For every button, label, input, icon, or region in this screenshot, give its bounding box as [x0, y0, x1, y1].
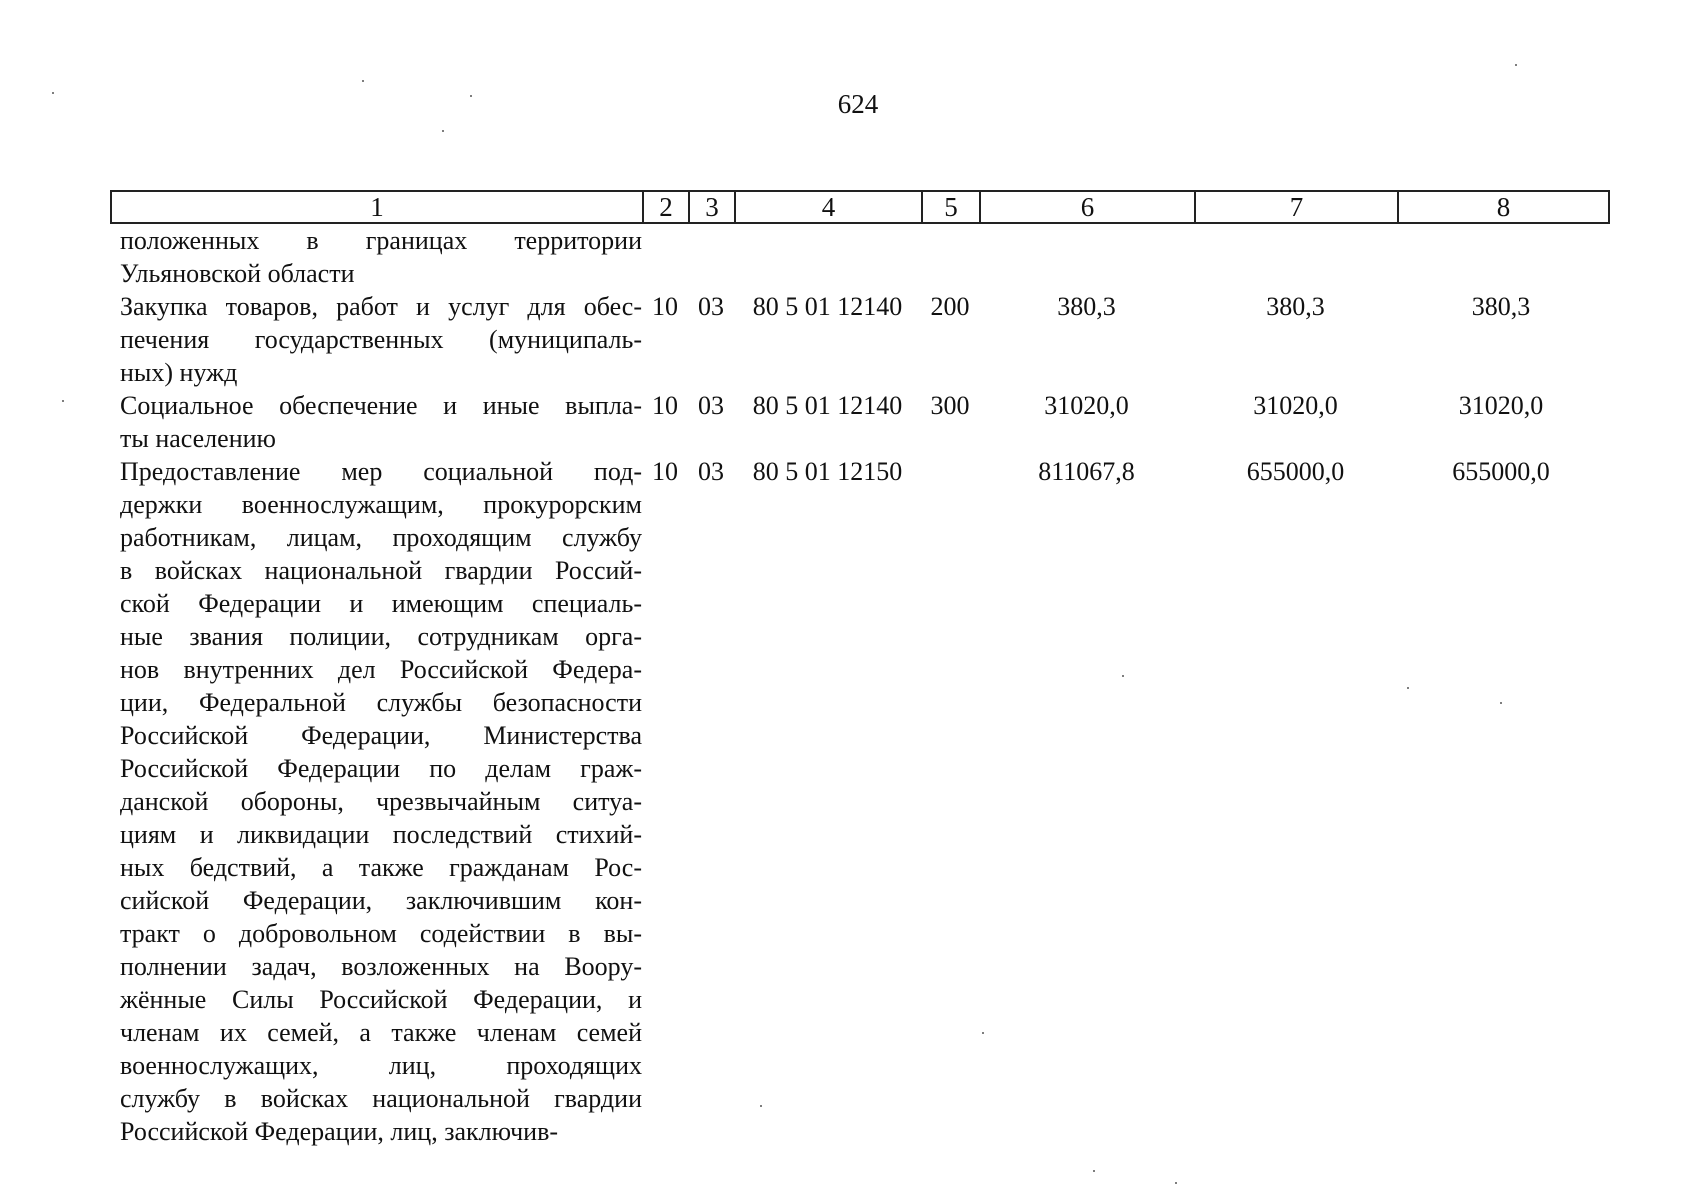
- cell-col-7: 655000,0: [1246, 457, 1345, 486]
- cell-col-8: 655000,0: [1452, 457, 1550, 486]
- description-line: ных бедствий, а также гражданам Рос-: [120, 853, 642, 882]
- header-col-3: 3: [690, 192, 736, 222]
- row-description: [110, 224, 642, 290]
- header-col-1: 1: [112, 192, 644, 222]
- cell-col-8: 31020,0: [1458, 391, 1544, 420]
- description-line: данской обороны, чрезвычайным ситуа-: [120, 787, 642, 816]
- scan-speck: [1122, 675, 1124, 677]
- description-line: печения государственных (муниципаль-: [120, 325, 642, 354]
- column-number-header: [110, 190, 1610, 224]
- description-line: Российской Федерации, Министерства: [120, 721, 642, 750]
- description-line: в войсках национальной гвардии Россий-: [120, 556, 642, 585]
- scan-speck: [1093, 1170, 1095, 1172]
- description-line: военнослужащих, лиц, проходящих: [120, 1051, 642, 1080]
- header-col-8: 8: [1496, 192, 1511, 222]
- cell-col-3: 03: [698, 391, 724, 420]
- description-line: Российской Федерации, лиц, заключив-: [120, 1117, 559, 1146]
- description-line: членам их семей, а также членам семей: [120, 1018, 642, 1047]
- scan-speck: [1407, 687, 1409, 689]
- header-col-5: 5: [923, 192, 981, 222]
- header-col-7: 7: [1196, 192, 1399, 222]
- description-line: ции, Федеральной службы безопасности: [120, 688, 642, 717]
- cell-col-7: 31020,0: [1253, 391, 1338, 420]
- budget-table-body: [110, 224, 1610, 1148]
- scan-speck: [52, 92, 54, 94]
- cell-col-3: 03: [698, 292, 724, 321]
- row-description: [110, 290, 642, 389]
- description-line: Закупка товаров, работ и услуг для обес-: [120, 292, 642, 321]
- description-line: нов внутренних дел Российской Федера-: [120, 655, 642, 684]
- cell-col-4: 80 5 01 12140: [752, 391, 903, 420]
- description-line: ты населению: [120, 424, 276, 453]
- cell-col-8: 380,3: [1471, 292, 1531, 321]
- scan-speck: [1175, 1182, 1177, 1184]
- description-line: положенных в границах территории: [120, 226, 642, 255]
- scan-speck: [982, 1032, 984, 1034]
- description-line: работникам, лицам, проходящим службу: [120, 523, 642, 552]
- description-line: ской Федерации и имеющим специаль-: [120, 589, 642, 618]
- cell-col-2: 10: [652, 457, 678, 486]
- description-line: циям и ликвидации последствий стихий-: [120, 820, 642, 849]
- description-line: держки военнослужащим, прокурорским: [120, 490, 642, 519]
- table-row: [110, 389, 1610, 455]
- scan-speck: [442, 130, 444, 132]
- scan-speck: [760, 1105, 762, 1107]
- description-line: ных) нужд: [120, 358, 238, 387]
- description-line: ные звания полиции, сотрудникам орга-: [120, 622, 642, 651]
- table-row: [110, 224, 1610, 290]
- scan-speck: [62, 400, 64, 402]
- header-col-4: 4: [736, 192, 923, 222]
- description-line: Ульяновской области: [120, 259, 355, 288]
- description-line: сийской Федерации, заключившим кон-: [120, 886, 642, 915]
- description-line: Предоставление мер социальной под-: [120, 457, 642, 486]
- description-line: жённые Силы Российской Федерации, и: [120, 985, 642, 1014]
- cell-col-6: 811067,8: [1038, 457, 1135, 486]
- cell-col-2: 10: [652, 391, 678, 420]
- cell-col-6: 380,3: [1057, 292, 1116, 321]
- scan-speck: [1515, 64, 1517, 66]
- scan-speck: [470, 95, 472, 97]
- table-row: [110, 455, 1610, 1148]
- cell-col-5: 300: [930, 391, 970, 420]
- description-line: Социальное обеспечение и иные выпла-: [120, 391, 642, 420]
- description-line: полнении задач, возложенных на Воору-: [120, 952, 642, 981]
- row-description: [110, 389, 642, 455]
- cell-col-2: 10: [652, 292, 678, 321]
- cell-col-4: 80 5 01 12150: [752, 457, 903, 486]
- description-line: Российской Федерации по делам граж-: [120, 754, 642, 783]
- scan-speck: [362, 80, 364, 82]
- table-row: [110, 290, 1610, 389]
- row-description: [110, 455, 642, 1148]
- cell-col-5: 200: [930, 292, 970, 321]
- description-line: службу в войсках национальной гвардии: [120, 1084, 642, 1113]
- cell-col-6: 31020,0: [1044, 391, 1129, 420]
- header-col-2: 2: [644, 192, 690, 222]
- cell-col-3: 03: [698, 457, 724, 486]
- scan-speck: [1500, 702, 1502, 704]
- header-col-6: 6: [981, 192, 1196, 222]
- cell-col-4: 80 5 01 12140: [752, 292, 903, 321]
- cell-col-7: 380,3: [1266, 292, 1325, 321]
- page-number: 624: [837, 89, 879, 119]
- description-line: тракт о добровольном содействии в вы-: [120, 919, 642, 948]
